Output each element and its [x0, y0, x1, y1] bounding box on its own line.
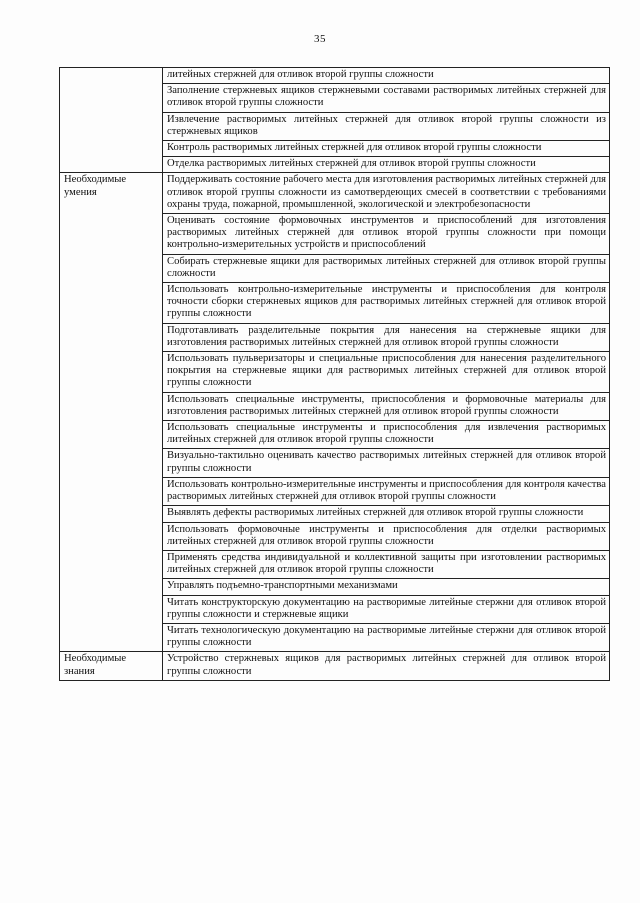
row-text: Извлечение растворимых литейных стержней для отливок второй группы сложности из стержневых ящиков [163, 112, 610, 140]
row-text: Использовать контрольно-измерительные инструменты и приспособления для контроля качества растворимых литейных стержней для отливок второй группы сложности [163, 477, 610, 505]
row-text: Использовать специальные инструменты и приспособления для извлечения растворимых литейных стержней для отливок второй группы сложности [163, 421, 610, 449]
row-text: Оценивать состояние формовочных инструментов и приспособлений для изготовления растворимых литейных стержней для отливок второй группы сложности при помощи контрольно-измерительных устройств и приспособлений [163, 214, 610, 255]
table-body [60, 68, 610, 681]
row-text: Использовать контрольно-измерительные инструменты и приспособления для контроля точности сборки стержневых ящиков для растворимых литейных стержней для отливок второй группы сложности [163, 283, 610, 324]
row-text: Визуально-тактильно оценивать качество растворимых литейных стержней для отливок второй группы сложности [163, 449, 610, 477]
row-text: Управлять подъемно-транспортными механизмами [163, 579, 610, 595]
row-text: Читать технологическую документацию на растворимые литейные стержни для отливок второй группы сложности [163, 623, 610, 651]
row-text: Заполнение стержневых ящиков стержневыми составами растворимых литейных стержней для отливок второй группы сложности [163, 84, 610, 112]
row-text: Отделка растворимых литейных стержней для отливок второй группы сложности [163, 157, 610, 173]
row-text: Применять средства индивидуальной и коллективной защиты при изготовлении растворимых литейных стержней для отливок второй группы сложности [163, 550, 610, 578]
row-text: Собирать стержневые ящики для растворимых литейных стержней для отливок второй группы сложности [163, 254, 610, 282]
row-text: литейных стержней для отливок второй группы сложности [163, 68, 610, 84]
row-text: Поддерживать состояние рабочего места для изготовления растворимых литейных стержней для отливок второй группы сложности из самотвердеющих смесей в соответствии с требованиями охраны труда, пожарной, промышленной, экологической и электробезопасности [163, 173, 610, 214]
row-text: Контроль растворимых литейных стержней для отливок второй группы сложности [163, 141, 610, 157]
page-number: 35 [314, 33, 326, 45]
table-row [60, 652, 610, 680]
row-label: Необходимые умения [60, 173, 163, 652]
row-text: Использовать формовочные инструменты и приспособления для отделки растворимых литейных стержней для отливок второй группы сложности [163, 522, 610, 550]
row-text: Выявлять дефекты растворимых литейных стержней для отливок второй группы сложности [163, 506, 610, 522]
row-text: Использовать специальные инструменты, приспособления и формовочные материалы для изготовления растворимых литейных стержней для отливок второй группы сложности [163, 392, 610, 420]
table-row [60, 173, 610, 214]
requirements-table [59, 67, 610, 681]
table-row [60, 68, 610, 84]
row-text: Использовать пульверизаторы и специальные приспособления для нанесения разделительного покрытия на стержневые ящики для растворимых литейных стержней для отливок второй группы сложности [163, 352, 610, 393]
row-text: Устройство стержневых ящиков для растворимых литейных стержней для отливок второй группы сложности [163, 652, 610, 680]
row-label [60, 68, 163, 173]
row-text: Подготавливать разделительные покрытия для нанесения на стержневые ящики для изготовления растворимых литейных стержней для отливок второй группы сложности [163, 323, 610, 351]
row-text: Читать конструкторскую документацию на растворимые литейные стержни для отливок второй группы сложности и стержневые ящики [163, 595, 610, 623]
row-label: Необходимые знания [60, 652, 163, 680]
